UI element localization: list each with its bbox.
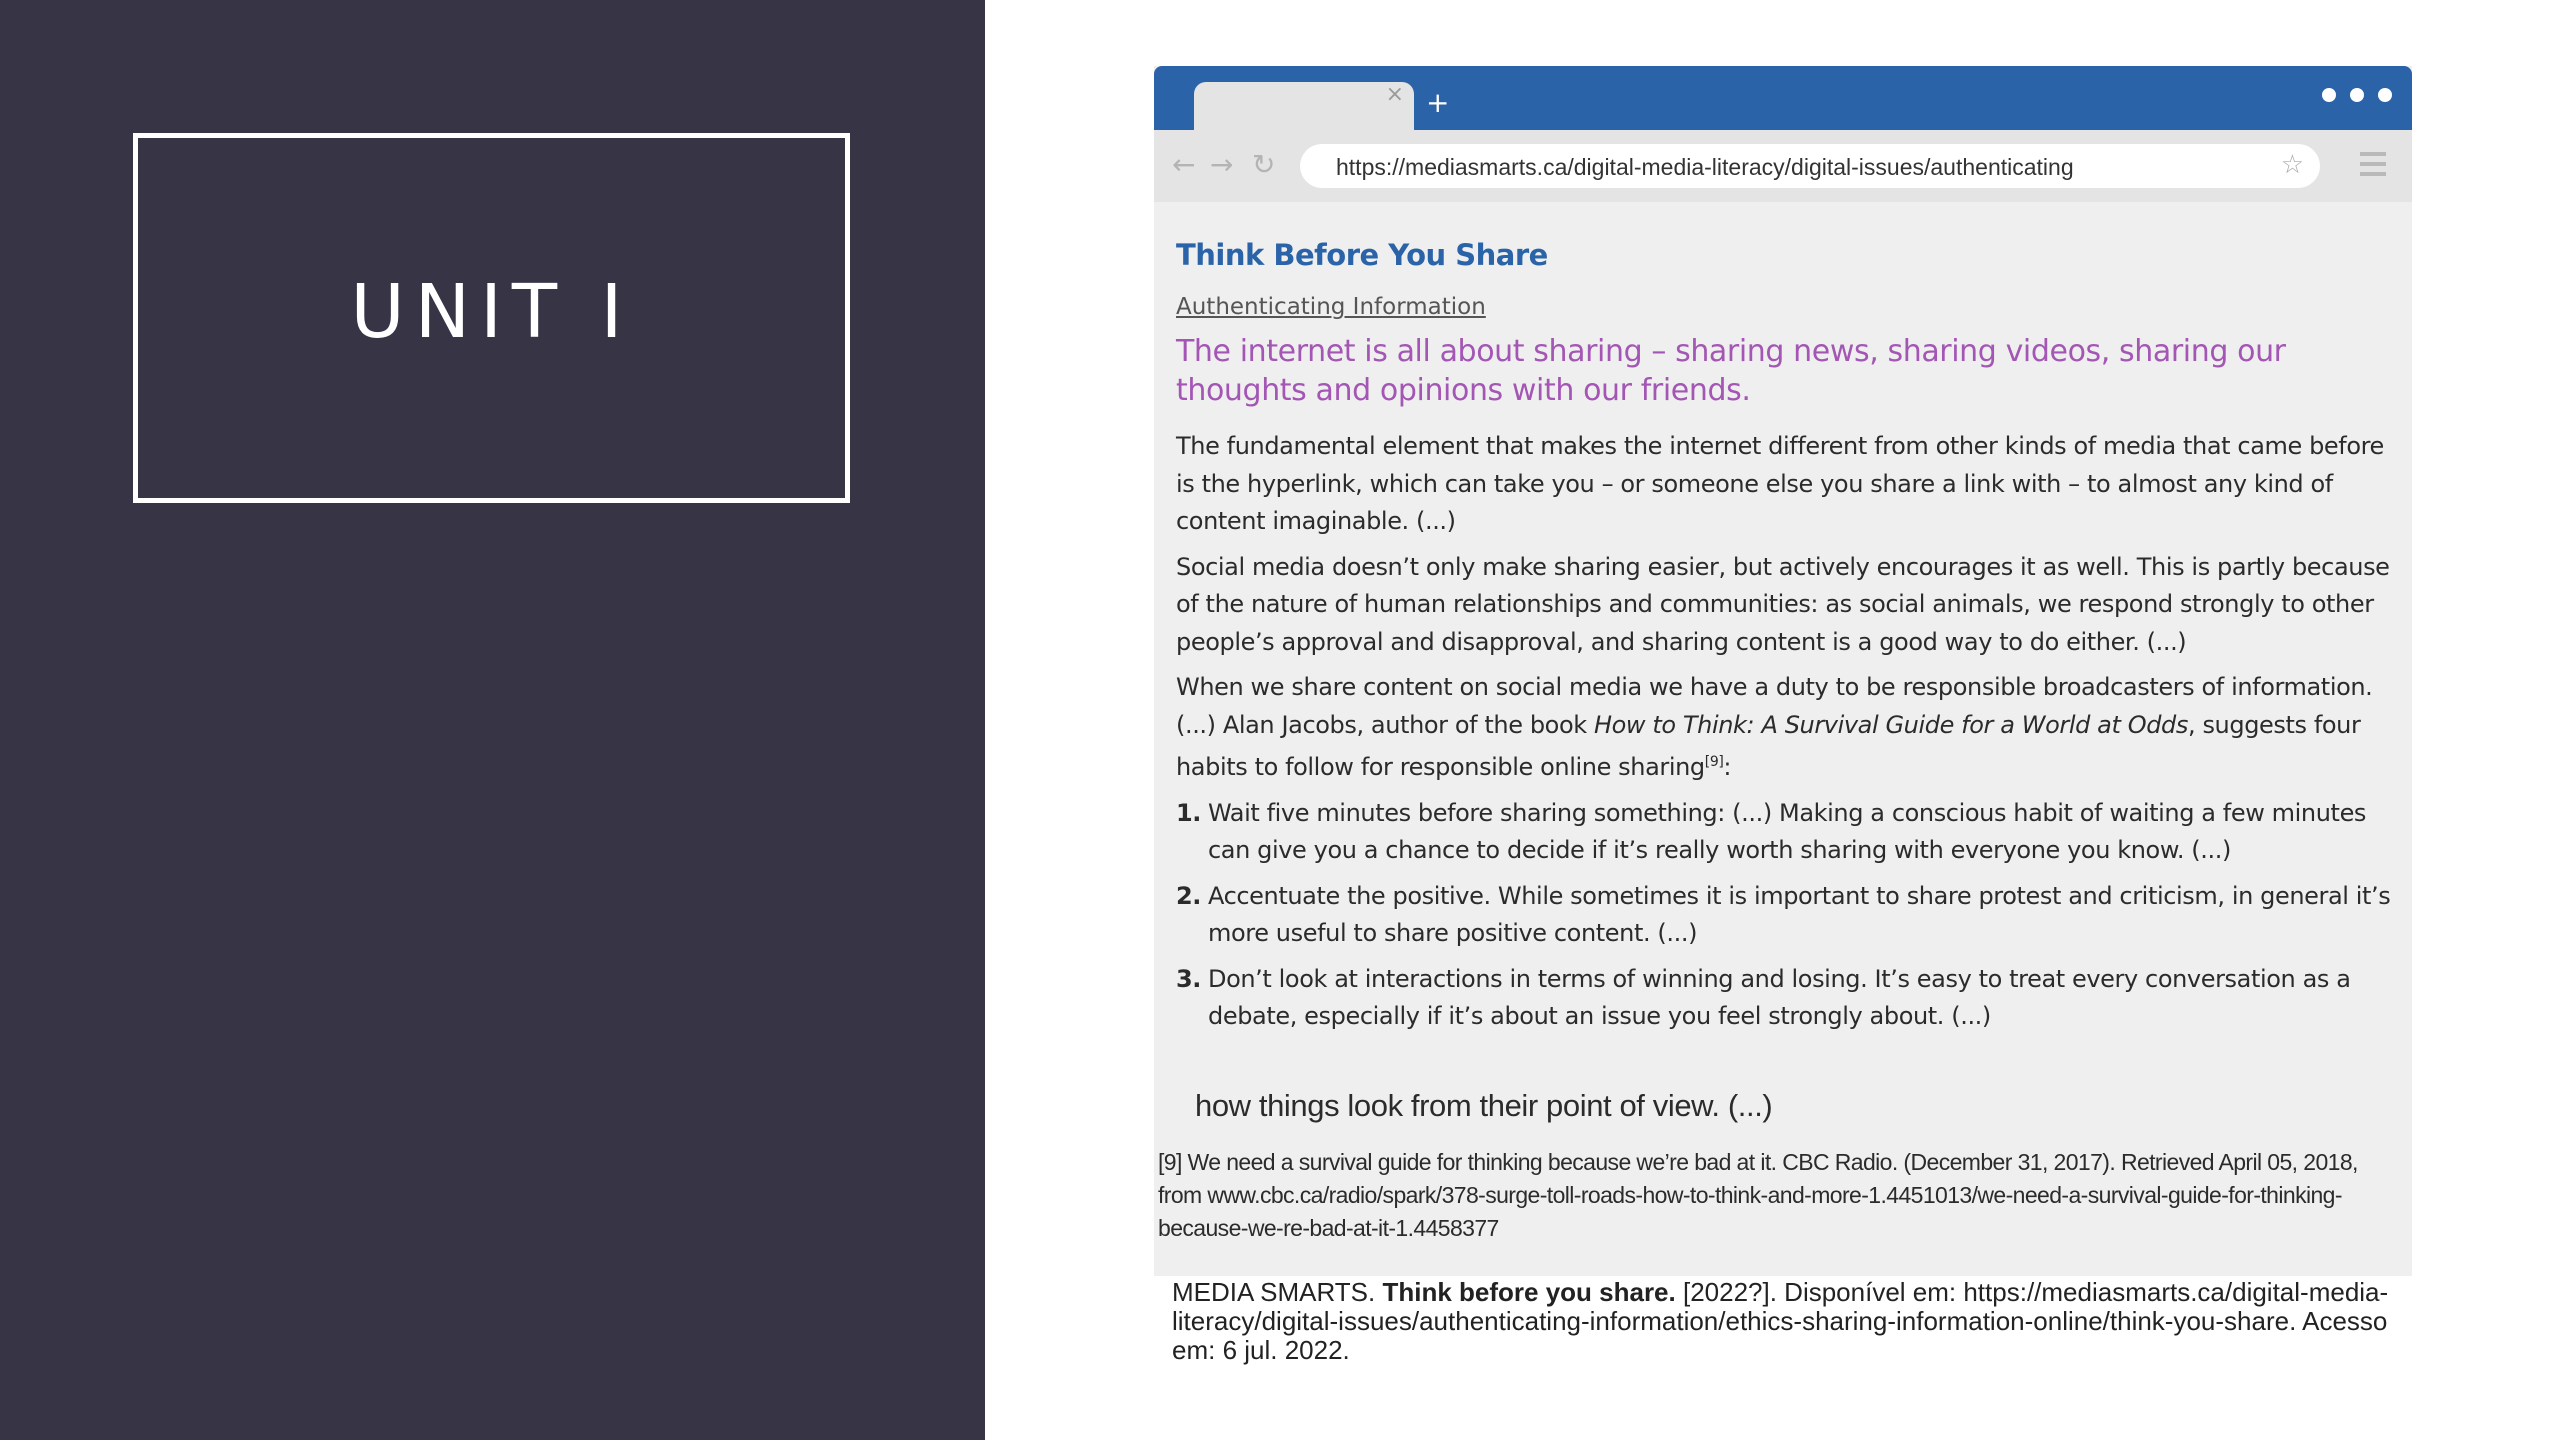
footnote: [9] We need a survival guide for thinking because we’re bad at it. CBC Radio. (December 31, 2017). Retrieved April 05, 2018, from www.cbc.ca/radio/spark/378-surge-toll-roads-how-to-think-and-more-1.4451013/we-need-a-survival-guide-for-thinking-because-we-re-bad-at-it-1.4458377 — [1158, 1149, 2358, 1241]
hamburger-menu-icon[interactable] — [2360, 152, 2386, 182]
browser-toolbar — [1154, 130, 2412, 202]
list-item: 1. Wait five minutes before sharing something: (...) Making a conscious habit of waiting a few minutes can give you a chance to decide if it’s really worth sharing with everyone you know. (...) — [1176, 798, 2367, 864]
forward-arrow-icon[interactable]: → — [1210, 148, 1234, 181]
list-item: 3. Don’t look at interactions in terms of winning and losing. It’s easy to treat every conversation as a debate, especially if it’s about an issue you feel strongly about. (...) — [1176, 964, 2351, 1030]
back-arrow-icon[interactable]: ← — [1172, 148, 1196, 181]
address-bar[interactable] — [1300, 144, 2320, 188]
browser-tab[interactable] — [1194, 82, 1414, 130]
browser-titlebar — [1154, 66, 2412, 130]
more-dots-icon[interactable] — [2322, 88, 2392, 102]
continuation-text: how things look from their point of view. (...) — [1195, 1088, 1773, 1123]
breadcrumb-link[interactable]: Authenticating Information — [1176, 294, 1486, 320]
slide-title: UNIT I — [350, 269, 633, 355]
new-tab-icon[interactable]: + — [1426, 86, 1450, 119]
article-title: Think Before You Share — [1176, 238, 1548, 272]
list-item: 2. Accentuate the positive. While sometimes it is important to share protest and criticism, in general it’s more useful to share positive content. (...) — [1176, 881, 2391, 947]
citation-title: Think before you share. — [1382, 1277, 1676, 1307]
footnote-ref: [9] — [1704, 754, 1724, 770]
book-title: How to Think: A Survival Guide for a World at Odds — [1593, 710, 2188, 739]
url-text: https://mediasmarts.ca/digital-media-literacy/digital-issues/authenticating — [1336, 154, 2074, 180]
article-lead: The internet is all about sharing – sharing news, sharing videos, sharing our thoughts and opinions with our friends. — [1176, 334, 2286, 408]
left-panel — [0, 0, 985, 1440]
paragraph-3: When we share content on social media we have a duty to be responsible broadcasters of information. (...) Alan Jacobs, author of the book How to Think: A Survival Guide for a World at Odds, suggests four habits to follow for responsible online sharing[9]: — [1176, 673, 2373, 781]
title-frame — [133, 133, 850, 503]
cut-edge — [1154, 1070, 2412, 1080]
habits-list — [1176, 795, 2396, 1036]
paragraph-1: The fundamental element that makes the internet different from other kinds of media that came before is the hyperlink, which can take you – or someone else you share a link with – to almost any kind of content imaginable. (...) — [1176, 432, 2384, 535]
source-citation: MEDIA SMARTS. Think before you share. [2022?]. Disponível em: https://mediasmarts.ca/digital-media-literacy/digital-issues/authenticating-information/ethics-sharing-information-online/think-you-share. Acesso em: 6 jul. 2022. — [1172, 1277, 2389, 1365]
browser-mockup — [1154, 66, 2412, 1276]
star-icon[interactable]: ☆ — [2280, 150, 2304, 180]
article — [1176, 238, 2396, 1044]
close-icon[interactable]: × — [1385, 82, 1404, 107]
reload-icon[interactable]: ↻ — [1252, 148, 1276, 181]
paragraph-2: Social media doesn’t only make sharing easier, but actively encourages it as well. This is partly because of the nature of human relationships and communities: as social animals, we respond strongly to other people’s approval and disapproval, and sharing content is a good way to do either. (...) — [1176, 552, 2390, 656]
